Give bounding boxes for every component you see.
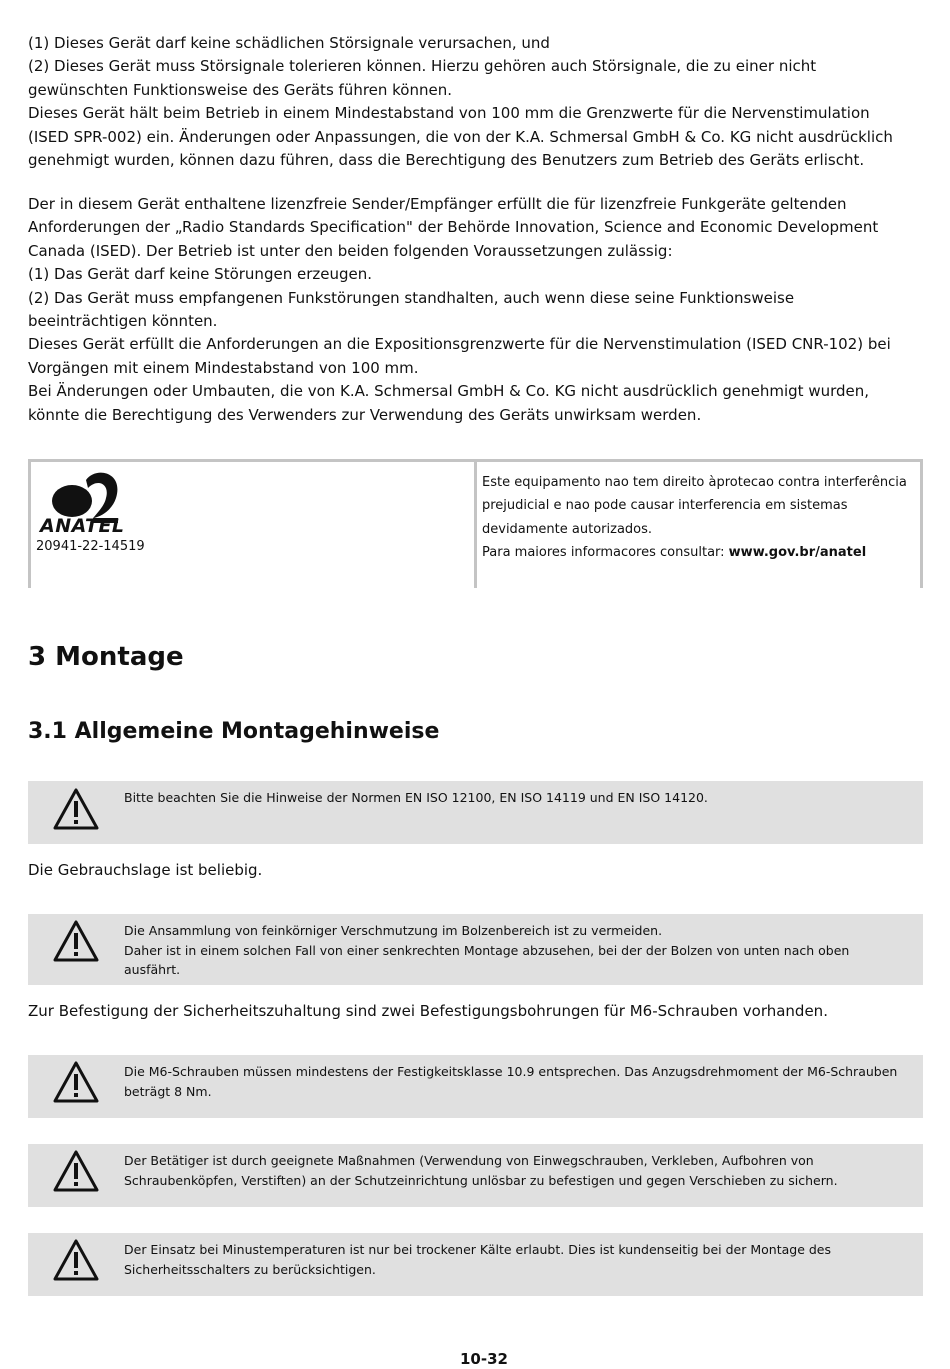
notice-text-line: Daher ist in einem solchen Fall von einer senkrechten Montage abzusehen, bei der der Bolzen von unten nach oben xyxy=(124,942,850,958)
text-line: (1) Dieses Gerät darf keine schädlichen Störsignale verursachen, und xyxy=(28,34,550,52)
table-border-middle xyxy=(474,462,477,588)
text-line: (2) Das Gerät muss empfangenen Funkstörungen standhalten, auch wenn diese seine Funktionsweise xyxy=(28,288,795,307)
anatel-logo xyxy=(38,468,125,537)
notice-text-line: Sicherheitsschalters zu berücksichtigen. xyxy=(124,1261,376,1277)
notice-text-line: Die Ansammlung von feinkörniger Verschmutzung im Bolzenbereich ist zu vermeiden. xyxy=(124,923,663,938)
ised-paragraph xyxy=(28,193,928,427)
anatel-consult-label: Para maiores informacores consultar: xyxy=(482,545,729,561)
warning-triangle-icon xyxy=(52,1060,100,1104)
anatel-logo-text: ANATEL xyxy=(40,515,125,537)
notice-text xyxy=(124,1240,831,1279)
text-line: genehmigt wurden, können dazu führen, dass die Berechtigung des Benutzers zum Betrieb des Geräts erlischt. xyxy=(28,151,865,170)
body-text: Zur Befestigung der Sicherheitszuhaltung sind zwei Befestigungsbohrungen für M6-Schrauben vorhanden. xyxy=(28,1002,828,1020)
notice-text xyxy=(124,921,849,980)
text-line: Der in diesem Gerät enthaltene lizenzfreie Sender/Empfänger erfüllt die für lizenzfreie Funkgeräte geltenden xyxy=(28,195,847,213)
anatel-code: 20941-22-14519 xyxy=(36,539,145,554)
body-text: Die Gebrauchslage ist beliebig. xyxy=(28,861,263,879)
text-line: (ISED SPR-002) ein. Änderungen oder Anpassungen, die von der K.A. Schmersal GmbH & Co. KG nicht ausdrücklich xyxy=(28,127,893,146)
notice-text-line: Bitte beachten Sie die Hinweise der Normen EN ISO 12100, EN ISO 14119 und EN ISO 14120. xyxy=(124,790,708,805)
notice-text-line: Der Einsatz bei Minustemperaturen ist nur bei trockener Kälte erlaubt. Dies ist kundenseitig bei der Montage des xyxy=(124,1242,832,1257)
warning-triangle-icon xyxy=(52,1149,100,1193)
intro-paragraph xyxy=(28,32,928,172)
anatel-consult-line xyxy=(482,541,907,564)
text-line: könnte die Berechtigung des Verwenders zur Verwendung des Geräts unwirksam werden. xyxy=(28,405,702,424)
warning-notice xyxy=(28,914,923,985)
section-heading: 3 Montage xyxy=(28,642,184,672)
notice-text xyxy=(124,788,708,808)
text-line: Bei Änderungen oder Umbauten, die von K.A. Schmersal GmbH & Co. KG nicht ausdrücklich genehmigt wurden, xyxy=(28,382,870,401)
text-line: Anforderungen der „Radio Standards Specification" der Behörde Innovation, Science and Economic Development xyxy=(28,218,879,237)
page-number: 10-32 xyxy=(460,1350,508,1368)
text-line: Vorgängen mit einem Mindestabstand von 100 mm. xyxy=(28,358,419,377)
text-line: Dieses Gerät hält beim Betrieb in einem Mindestabstand von 100 mm die Grenzwerte für die Nervenstimulation xyxy=(28,104,870,123)
anatel-text-block xyxy=(482,471,907,565)
anatel-text-line: devidamente autorizados. xyxy=(482,521,653,537)
warning-notice xyxy=(28,1055,923,1118)
warning-triangle-icon xyxy=(52,919,100,963)
warning-notice xyxy=(28,781,923,844)
warning-triangle-icon xyxy=(52,787,100,831)
notice-text xyxy=(124,1062,897,1101)
anatel-text-line: prejudicial e nao pode causar interferencia em sistemas xyxy=(482,498,848,514)
notice-text-line: beträgt 8 Nm. xyxy=(124,1083,212,1099)
anatel-table xyxy=(28,459,923,588)
warning-notice xyxy=(28,1144,923,1207)
notice-text-line: Die M6-Schrauben müssen mindestens der Festigkeitsklasse 10.9 entsprechen. Das Anzugsdrehmoment der M6-Schrauben xyxy=(124,1064,898,1079)
subsection-heading: 3.1 Allgemeine Montagehinweise xyxy=(28,719,440,744)
table-border-right xyxy=(920,462,923,588)
text-line: (2) Dieses Gerät muss Störsignale tolerieren können. Hierzu gehören auch Störsignale, die zu einer nicht xyxy=(28,57,817,76)
warning-triangle-icon xyxy=(52,1238,100,1282)
text-line: Dieses Gerät erfüllt die Anforderungen an die Expositionsgrenzwerte für die Nervenstimulation (ISED CNR-102) bei xyxy=(28,335,891,354)
text-line: gewünschten Funktionsweise des Geräts führen können. xyxy=(28,80,453,99)
anatel-link[interactable]: www.gov.br/anatel xyxy=(728,545,867,561)
notice-text-line: ausfährt. xyxy=(124,962,181,977)
text-line: Canada (ISED). Der Betrieb ist unter den beiden folgenden Voraussetzungen zulässig: xyxy=(28,241,673,260)
notice-text-line: Der Betätiger ist durch geeignete Maßnahmen (Verwendung von Einwegschrauben, Verkleben, Aufbohren von xyxy=(124,1153,814,1168)
warning-notice xyxy=(28,1233,923,1296)
notice-text xyxy=(124,1151,838,1190)
text-line: (1) Das Gerät darf keine Störungen erzeugen. xyxy=(28,265,372,284)
notice-text-line: Schraubenköpfen, Verstiften) an der Schutzeinrichtung unlösbar zu befestigen und gegen Verschieben zu sichern. xyxy=(124,1172,838,1188)
anatel-text-line: Este equipamento nao tem direito àprotecao contra interferência xyxy=(482,475,907,490)
table-border-left xyxy=(28,462,31,588)
text-line: beeinträchtigen könnten. xyxy=(28,312,218,331)
